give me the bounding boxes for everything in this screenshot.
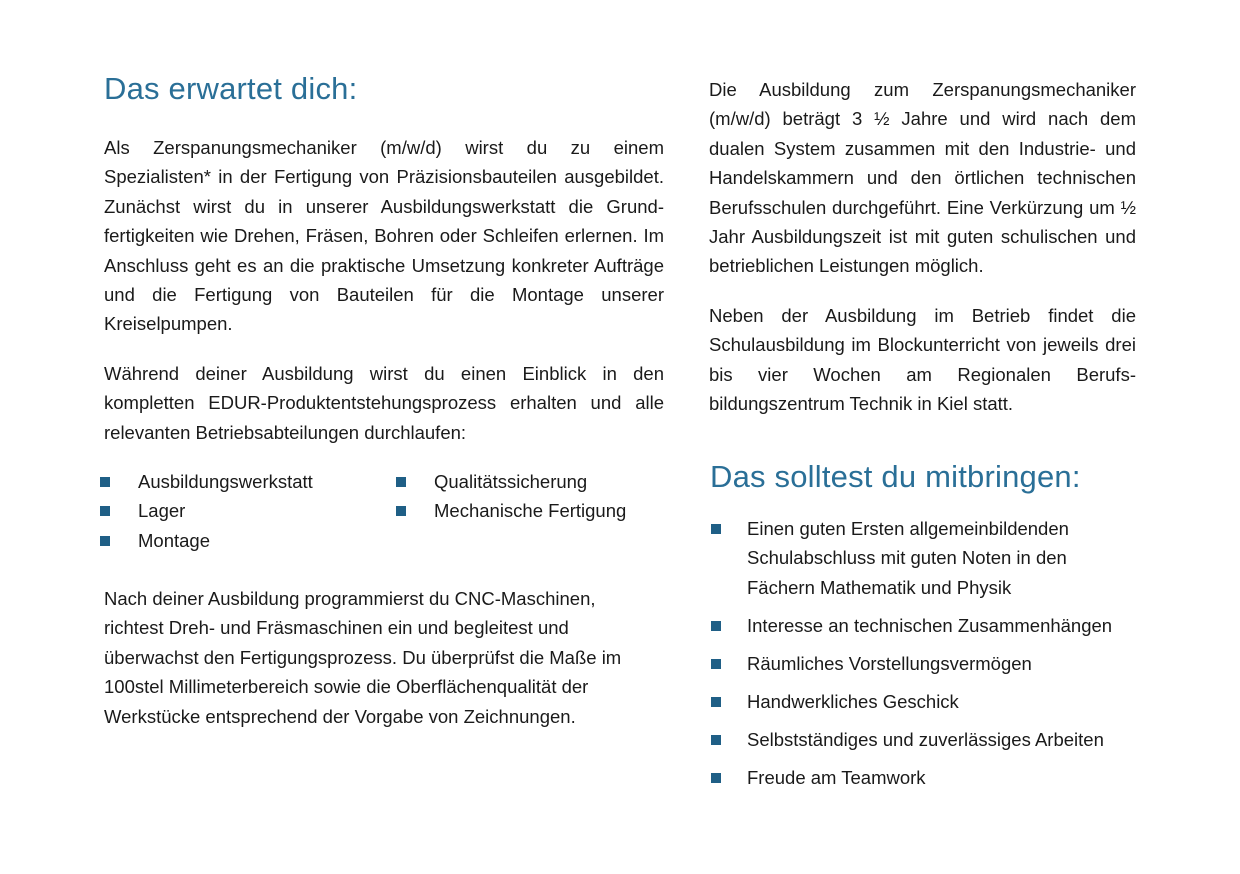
square-bullet-icon <box>100 506 110 516</box>
list-item <box>709 725 1149 754</box>
square-bullet-icon <box>711 697 721 707</box>
square-bullet-icon <box>100 477 110 487</box>
list-item-label: Mechanische Fertigung <box>434 500 627 522</box>
paragraph-line: richtest Dreh- und Fräsmaschinen ein und begleitest und <box>104 617 569 639</box>
list-item-line: Schulabschluss mit guten Noten in den <box>747 547 1067 569</box>
square-bullet-icon <box>711 735 721 745</box>
square-bullet-icon <box>711 524 721 534</box>
list-item <box>709 611 1149 640</box>
section-heading-expectations: Das erwartet dich: <box>104 71 358 106</box>
square-bullet-icon <box>396 506 406 516</box>
paragraph-line: Werkstücke entsprechend der Vorgabe von Zeichnungen. <box>104 705 576 727</box>
paragraph-line: 100stel Millimeterbereich sowie die Oberflächenqualität der <box>104 676 589 698</box>
list-item-line: Interesse an technischen Zusammenhängen <box>747 614 1113 636</box>
list-item <box>709 514 1149 602</box>
square-bullet-icon <box>711 659 721 669</box>
requirements-list <box>709 514 1149 801</box>
departments-intro-paragraph: Während deiner Ausbildung wirst du einen Einblick in den kompletten EDUR-Produktentstehungsprozess erhalten und alle relevanten Betriebsabteilungen durchlaufen: <box>104 363 664 443</box>
list-item-line: Einen guten Ersten allgemeinbildenden <box>747 518 1069 539</box>
departments-list <box>100 467 670 557</box>
section-heading-requirements: Das solltest du mitbringen: <box>710 459 1081 494</box>
list-item-label: Qualitätssicherung <box>434 471 588 492</box>
square-bullet-icon <box>711 773 721 783</box>
outlook-paragraph <box>104 584 664 731</box>
square-bullet-icon <box>396 477 406 487</box>
paragraph-line: überwachst den Fertigungsprozess. Du überprüfst die Maße im <box>104 646 622 668</box>
paragraph-line: Nach deiner Ausbildung programmierst du CNC-Maschinen, <box>104 588 596 609</box>
list-item <box>709 649 1149 678</box>
list-item <box>709 763 1149 792</box>
list-item-label: Ausbildungswerkstatt <box>138 471 313 492</box>
square-bullet-icon <box>711 621 721 631</box>
list-item-line: Räumliches Vorstellungsvermögen <box>747 652 1032 674</box>
list-item-label: Montage <box>138 529 210 551</box>
school-education-paragraph: Neben der Ausbildung im Betrieb findet die Schulausbildung im Blockunterricht von jeweils drei bis vier Wochen am Regionalen Berufsbildungszentrum Technik in Kiel statt. <box>709 305 1136 415</box>
training-duration-paragraph: Die Ausbildung zum Zerspanungsmechaniker (m/w/d) beträgt 3 ½ Jahre und wird nach dem dualen System zusammen mit den Industrie- und Handelskammern und den örtlichen technischen Berufsschulen durchgeführt. Eine Verkürzung um ½ Jahr Ausbildungszeit ist mit guten schulischen und betrieblichen Leistungen möglich. <box>709 79 1136 277</box>
list-item-line: Handwerkliches Geschick <box>747 690 959 712</box>
list-item-line: Fächern Mathematik und Physik <box>747 576 1012 598</box>
square-bullet-icon <box>100 536 110 546</box>
list-item <box>709 687 1149 716</box>
intro-paragraph: Als Zerspanungsmechaniker (m/w/d) wirst du zu einem Spezialisten* in der Fertigung von Präzisionsbauteilen ausgebildet. Zunächst wirst du in unserer Ausbildungswerkstatt die Grundfertigkeiten wie Drehen, Fräsen, Bohren oder Schleifen erlernen. Im Anschluss geht es an die praktische Umsetzung konkreter Aufträge und die Fertigung von Bauteilen für die Montage unserer Kreiselpumpen. <box>104 137 664 335</box>
list-item-line: Freude am Teamwork <box>747 766 926 788</box>
list-item-line: Selbstständiges und zuverlässiges Arbeiten <box>747 728 1104 750</box>
list-item-label: Lager <box>138 500 186 522</box>
